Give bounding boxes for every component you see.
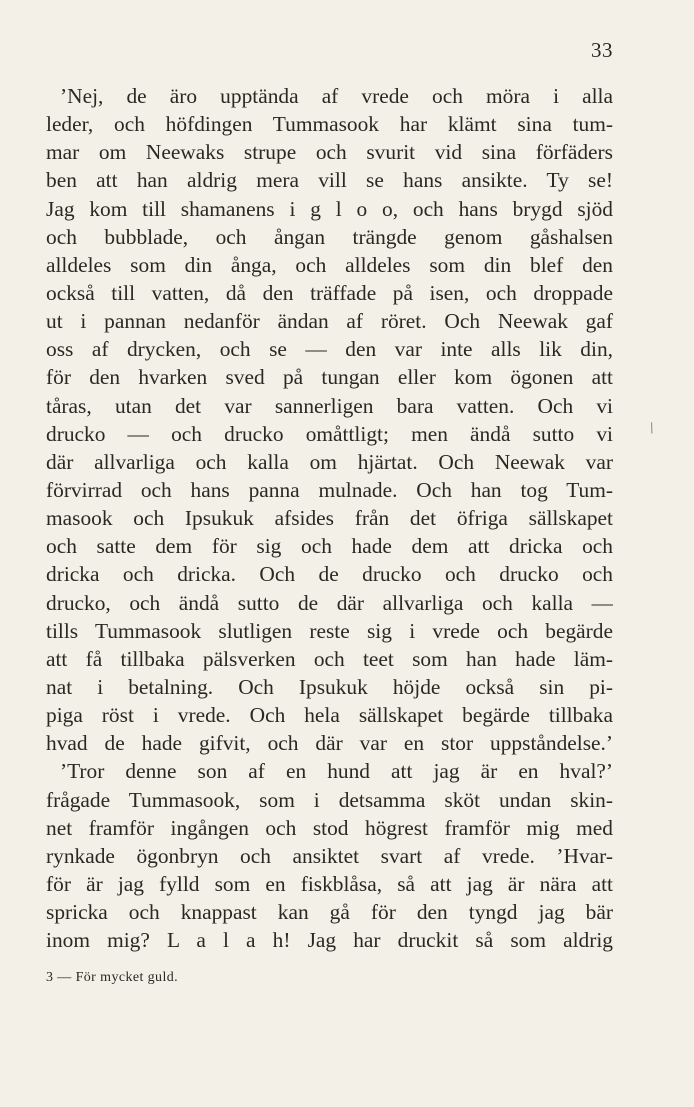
text-line: piga röst i vrede. Och hela sällskapet begärde tillbaka xyxy=(46,703,613,728)
margin-mark: / xyxy=(647,419,658,438)
text-line: drucko, och ändå sutto de där allvarliga och kalla — xyxy=(46,590,613,615)
text-line: och bubblade, och ångan trängde genom gåshalsen xyxy=(46,224,613,249)
text-line: spricka och knappast kan gå för den tyngd jag bär xyxy=(46,900,613,925)
text-line: ben att han aldrig mera vill se hans ansikte. Ty se! xyxy=(46,168,613,193)
text-line: inom mig? L a l a h! Jag har druckit så som aldrig xyxy=(46,928,613,953)
text-line: dricka och dricka. Och de drucko och drucko och xyxy=(46,562,613,587)
text-line: leder, och höfdingen Tummasook har klämt sina tum- xyxy=(46,112,613,137)
text-line: alldeles som din ånga, och alldeles som din blef den xyxy=(46,252,613,277)
text-line: masook och Ipsukuk afsides från det öfriga sällskapet xyxy=(46,506,613,531)
text-line: tills Tummasook slutligen reste sig i vrede och begärde xyxy=(46,618,613,643)
text-line: för den hvarken sved på tungan eller kom ögonen att xyxy=(46,365,613,390)
text-line: hvad de hade gifvit, och där var en stor uppståndelse.’ xyxy=(46,731,613,756)
text-line: Jag kom till shamanens i g l o o, och hans brygd sjöd xyxy=(46,196,613,221)
text-line: ’Nej, de äro upptända af vrede och möra i alla xyxy=(60,84,613,108)
text-line: mar om Neewaks strupe och svurit vid sina förfäders xyxy=(46,140,613,165)
text-line: för är jag fylld som en fiskblåsa, så att jag är nära att xyxy=(46,871,613,896)
text-line: tåras, utan det var sannerligen bara vatten. Och vi xyxy=(46,393,613,418)
page-number: 33 xyxy=(591,38,613,62)
text-line: ut i pannan nedanför ändan af röret. Och Neewak gaf xyxy=(46,309,613,334)
text-line: drucko — och drucko omåttligt; men ändå sutto vi xyxy=(46,421,613,446)
text-line: rynkade ögonbryn och ansiktet svart af vrede. ’Hvar- xyxy=(46,843,613,868)
text-line: ’Tror denne son af en hund att jag är en hval?’ xyxy=(60,759,613,784)
text-line: förvirrad och hans panna mulnade. Och han tog Tum- xyxy=(46,477,613,502)
text-line: oss af drycken, och se — den var inte alls lik din, xyxy=(46,337,613,362)
text-line: att få tillbaka pälsverken och teet som han hade läm- xyxy=(46,646,613,671)
text-line: där allvarliga och kalla om hjärtat. Och Neewak var xyxy=(46,449,613,474)
text-line: också till vatten, då den träffade på isen, och droppade xyxy=(46,280,613,305)
body-text xyxy=(46,82,613,954)
text-line: och satte dem för sig och hade dem att dricka och xyxy=(46,534,613,559)
text-line: net framför ingången och stod högrest framför mig med xyxy=(46,815,613,840)
text-line: nat i betalning. Och Ipsukuk höjde också sin pi- xyxy=(46,674,613,699)
text-line: frågade Tummasook, som i detsamma sköt undan skin- xyxy=(46,787,613,812)
printer-signature: 3 — För mycket guld. xyxy=(46,970,179,985)
